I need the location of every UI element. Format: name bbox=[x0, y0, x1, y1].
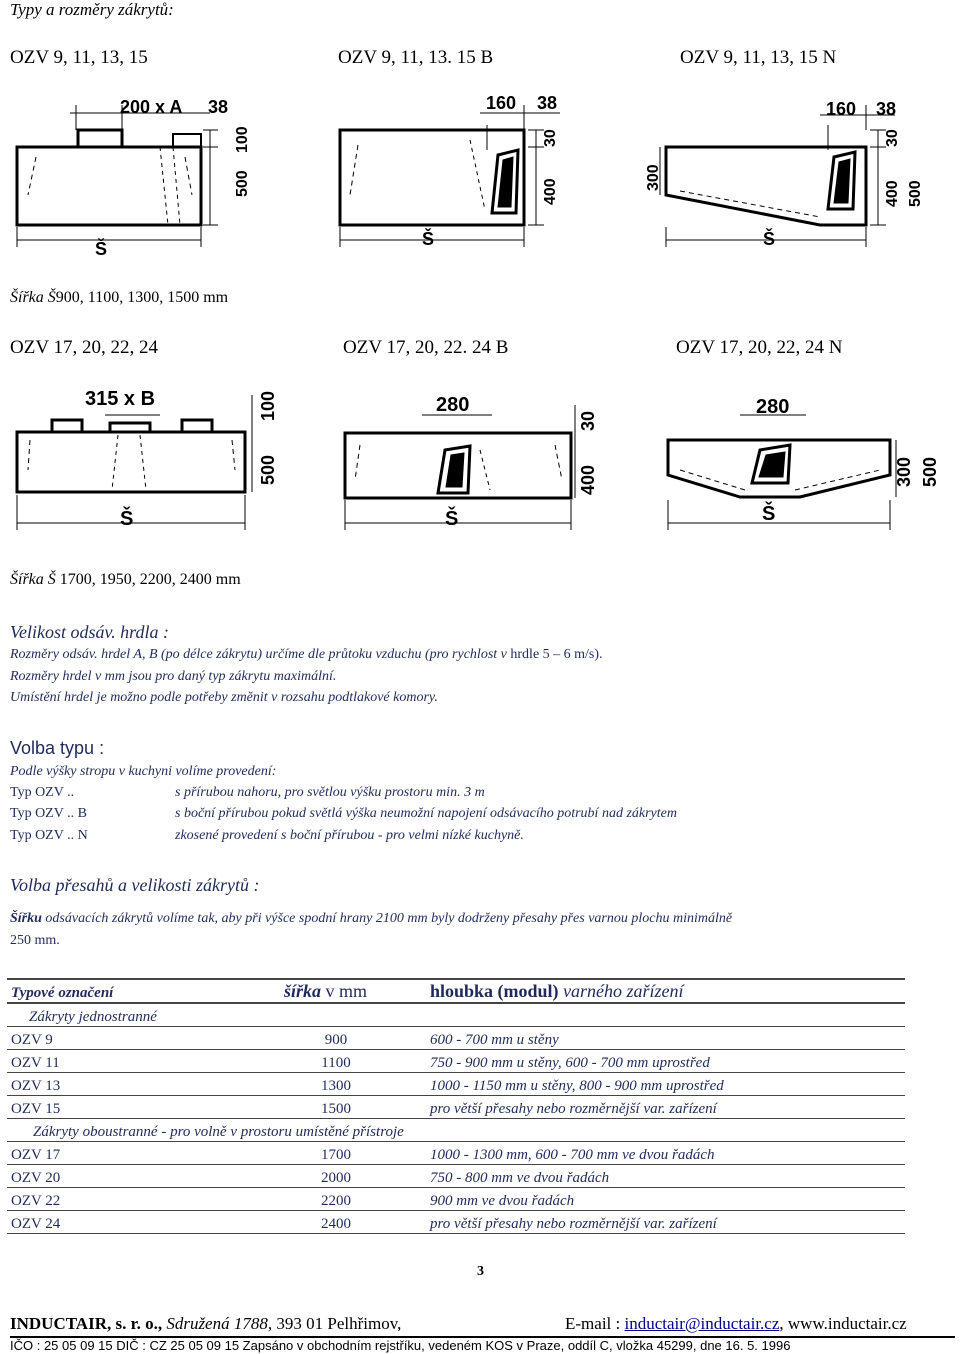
page-title: Typy a rozměry zákrytů: bbox=[10, 0, 174, 19]
cell-type: OZV 13 bbox=[11, 1078, 61, 1094]
table-row bbox=[7, 1073, 905, 1096]
velikost-line-1-rest: hrdle 5 – 6 m/s). bbox=[506, 647, 603, 662]
table-row bbox=[7, 1027, 905, 1050]
presahy-bold-word: Šířku bbox=[10, 911, 42, 926]
dim-100: 100 bbox=[258, 390, 278, 421]
width-values: 900, 1100, 1300, 1500 mm bbox=[55, 289, 229, 306]
dim-280: 280 bbox=[756, 396, 790, 418]
cell-type: OZV 22 bbox=[11, 1193, 61, 1209]
type-name: Typ OZV .. bbox=[10, 785, 75, 800]
cell-type: OZV 15 bbox=[11, 1101, 61, 1117]
dim-38: 38 bbox=[876, 99, 897, 119]
table-row bbox=[7, 1096, 905, 1119]
dim-500: 500 bbox=[234, 170, 251, 197]
cell-type: OZV 9 bbox=[11, 1032, 53, 1048]
cell-depth: 750 - 900 mm u stěny, 600 - 700 mm uprostřed bbox=[430, 1055, 710, 1071]
type-label-ozv-17-24-b: OZV 17, 20, 22. 24 B bbox=[343, 337, 509, 358]
type-label-ozv-9-15-n: OZV 9, 11, 13, 15 N bbox=[680, 47, 837, 68]
cell-width: 1700 bbox=[321, 1147, 351, 1163]
cell-type: OZV 24 bbox=[11, 1216, 61, 1232]
cell-width: 900 bbox=[324, 1032, 348, 1048]
dim-500: 500 bbox=[920, 456, 940, 487]
cell-type: OZV 20 bbox=[11, 1170, 61, 1186]
velikost-line-1 bbox=[10, 647, 603, 663]
dim-500: 500 bbox=[258, 454, 278, 485]
dim-160: 160 bbox=[826, 99, 857, 119]
cell-type: OZV 11 bbox=[11, 1055, 60, 1071]
cell-depth: 1000 - 1300 mm, 600 - 700 mm ve dvou řadách bbox=[430, 1147, 715, 1163]
table-row bbox=[7, 1050, 905, 1073]
header-depth bbox=[410, 979, 905, 1003]
hood-diagrams-row2 bbox=[0, 375, 960, 535]
spec-table bbox=[7, 978, 905, 1234]
dim-280: 280 bbox=[436, 394, 470, 416]
footer-company: INDUCTAIR, s. r. o., bbox=[10, 1314, 163, 1333]
header-width-rest: v mm bbox=[321, 981, 368, 1001]
cell-depth: pro větší přesahy nebo rozměrnější var. zařízení bbox=[430, 1101, 717, 1117]
cell-width: 1100 bbox=[321, 1055, 351, 1071]
cell-depth: 1000 - 1150 mm u stěny, 800 - 900 mm uprostřed bbox=[430, 1078, 724, 1094]
dim-s: Š bbox=[95, 239, 108, 255]
width-label: Šířka Š bbox=[10, 289, 56, 306]
type-label-ozv-9-15: OZV 9, 11, 13, 15 bbox=[10, 47, 148, 68]
type-label-ozv-9-15-b: OZV 9, 11, 13. 15 B bbox=[338, 47, 494, 68]
header-width bbox=[262, 979, 410, 1003]
header-width-bold: šířka bbox=[284, 981, 322, 1001]
cell-width: 1300 bbox=[321, 1078, 351, 1094]
width-label: Šířka Š bbox=[10, 571, 56, 588]
footer-city: 393 01 Pelhřimov, bbox=[272, 1314, 402, 1333]
footer-address: Sdružená 1788, bbox=[162, 1314, 273, 1333]
type-desc: zkosené provedení s boční přírubou - pro velmi nízké kuchyně. bbox=[175, 828, 524, 843]
volba-intro: Podle výšky stropu v kuchyni volíme provedení: bbox=[10, 764, 277, 779]
dim-400: 400 bbox=[578, 464, 598, 495]
section-heading-velikost: Velikost odsáv. hrdla : bbox=[10, 622, 169, 642]
footer-email-label: E-mail : bbox=[565, 1314, 625, 1333]
dim-30: 30 bbox=[542, 129, 559, 147]
footer-email-link[interactable]: inductair@inductair.cz bbox=[624, 1314, 780, 1333]
footer-line-1 bbox=[10, 1314, 955, 1338]
group-row bbox=[7, 1003, 905, 1027]
cell-width: 2200 bbox=[321, 1193, 351, 1209]
page-number: 3 bbox=[477, 1264, 484, 1279]
dim-200xa: 200 x A bbox=[120, 97, 183, 117]
dim-160: 160 bbox=[486, 93, 517, 113]
cell-depth: 750 - 800 mm ve dvou řadách bbox=[430, 1170, 610, 1186]
header-depth-italic: varného zařízení bbox=[558, 981, 684, 1001]
hood-diagrams-row1 bbox=[0, 85, 960, 255]
width-line-2 bbox=[10, 571, 241, 589]
type-desc: s přírubou nahoru, pro světlou výšku prostoru min. 3 m bbox=[175, 785, 485, 800]
dim-s: Š bbox=[763, 229, 776, 249]
dim-315xb: 315 x B bbox=[85, 388, 156, 410]
dim-38: 38 bbox=[208, 97, 229, 117]
velikost-line-3: Umístění hrdel je možno podle potřeby změnit v rozsahu podtlakové komory. bbox=[10, 690, 438, 705]
table-header-row bbox=[7, 979, 905, 1003]
dim-100: 100 bbox=[234, 126, 251, 153]
cell-width: 2400 bbox=[321, 1216, 351, 1232]
dim-s: Š bbox=[762, 503, 776, 525]
dim-30: 30 bbox=[578, 410, 598, 431]
type-label-ozv-17-24-n: OZV 17, 20, 22, 24 N bbox=[676, 337, 843, 358]
dim-30: 30 bbox=[884, 129, 901, 147]
footer-line-2: IČO : 25 05 09 15 DIČ : CZ 25 05 09 15 Zapsáno v obchodním rejstříku, vedeném KOS v Praze, oddíl C, vložka 45299, dne 16. 5. 1996 bbox=[10, 1338, 791, 1353]
cell-width: 1500 bbox=[321, 1101, 351, 1117]
dim-300: 300 bbox=[894, 456, 914, 487]
table-row bbox=[7, 1188, 905, 1211]
section-heading-volba-typu: Volba typu : bbox=[10, 738, 105, 758]
presahy-text-end: 250 mm. bbox=[10, 933, 60, 948]
footer-web[interactable]: www.inductair.cz bbox=[787, 1314, 907, 1333]
table-row bbox=[7, 1211, 905, 1234]
dim-400: 400 bbox=[542, 178, 559, 205]
width-line-1 bbox=[10, 289, 228, 307]
dim-500: 500 bbox=[907, 180, 924, 207]
width-values: 1700, 1950, 2200, 2400 mm bbox=[59, 571, 241, 588]
cell-depth: pro větší přesahy nebo rozměrnější var. zařízení bbox=[430, 1216, 717, 1232]
dim-s: Š bbox=[422, 229, 435, 249]
dim-s: Š bbox=[120, 508, 134, 530]
type-name: Typ OZV .. B bbox=[10, 806, 87, 821]
cell-type: OZV 17 bbox=[11, 1147, 61, 1163]
footer-email-block: E-mail : inductair@inductair.cz, www.inductair.cz bbox=[565, 1314, 907, 1333]
dim-300: 300 bbox=[645, 164, 662, 191]
dim-38: 38 bbox=[537, 93, 558, 113]
group-label-1: Zákryty jednostranné bbox=[29, 1009, 157, 1025]
type-label-ozv-17-24: OZV 17, 20, 22, 24 bbox=[10, 337, 158, 358]
dim-400: 400 bbox=[884, 180, 901, 207]
presahy-text-italic: odsávacích zákrytů volíme tak, aby při výšce spodní hrany 2100 mm byly dodrženy přesahy přes varnou plochu minimálně bbox=[41, 911, 733, 926]
type-name: Typ OZV .. N bbox=[10, 828, 88, 843]
group-row bbox=[7, 1119, 905, 1142]
cell-depth: 600 - 700 mm u stěny bbox=[430, 1032, 559, 1048]
table-row bbox=[7, 1142, 905, 1165]
header-type: Typové označení bbox=[11, 985, 114, 1001]
header-depth-bold: hloubka (modul) bbox=[430, 981, 559, 1001]
cell-width: 2000 bbox=[321, 1170, 351, 1186]
section-heading-presahy: Volba přesahů a velikosti zákrytů : bbox=[10, 875, 260, 895]
velikost-line-2: Rozměry hrdel v mm jsou pro daný typ zákrytu maximální. bbox=[10, 669, 337, 684]
table-row bbox=[7, 1165, 905, 1188]
dim-s: Š bbox=[445, 508, 459, 530]
presahy-text bbox=[10, 908, 955, 952]
velikost-line-1-text: Rozměry odsáv. hrdel A, B (po délce zákrytu) určíme dle průtoku vzduchu (pro rychlost v bbox=[10, 647, 507, 662]
type-desc: s boční přírubou pokud světlá výška neumožní napojení odsávacího potrubí nad zákrytem bbox=[175, 806, 677, 821]
cell-depth: 900 mm ve dvou řadách bbox=[430, 1193, 575, 1209]
group-label-2: Zákryty oboustranné - pro volně v prostoru umístěné přístroje bbox=[33, 1124, 404, 1140]
